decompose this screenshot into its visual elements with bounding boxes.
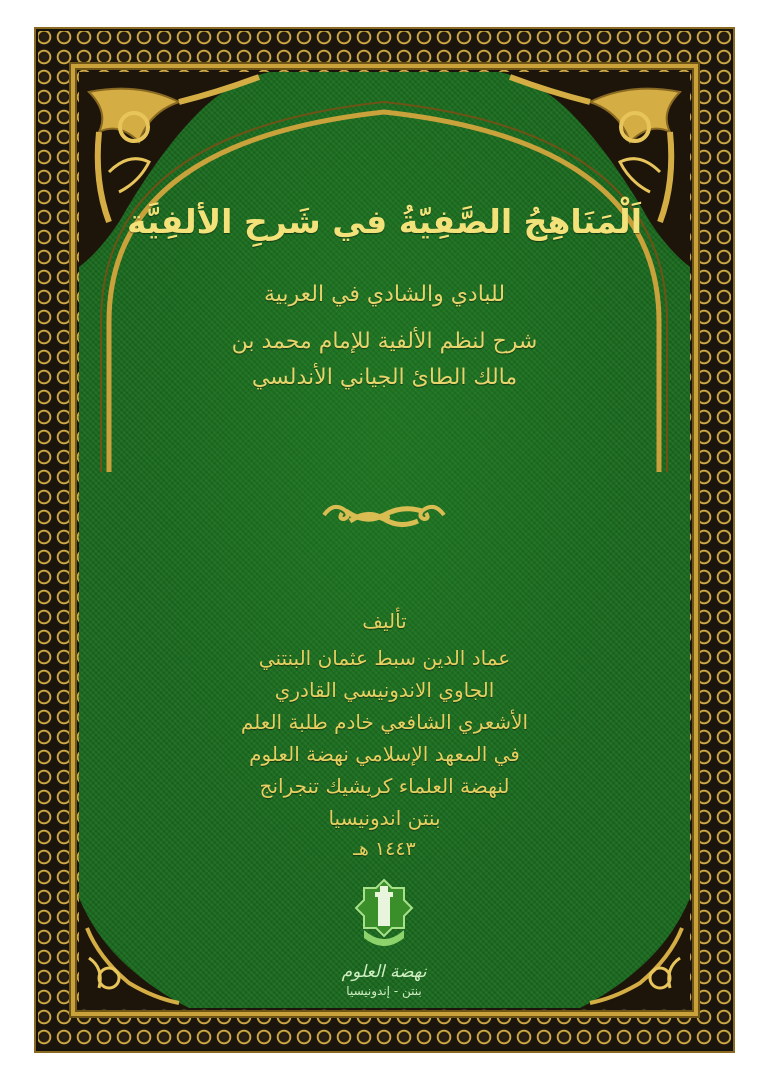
- top-left-arabesque-icon: [79, 72, 279, 272]
- subtitle-line: شرح لنظم الألفية للإمام محمد بن: [231, 329, 538, 354]
- bottom-left-arabesque-icon: [79, 898, 189, 1008]
- top-right-arabesque-icon: [490, 72, 690, 272]
- author-label: تأليف: [362, 609, 407, 633]
- subtitle-line: مالك الطائ الجياني الأندلسي: [251, 365, 518, 390]
- author-line: الجاوي الاندونيسي القادري: [274, 678, 495, 702]
- author-line: بنتن اندونيسيا: [328, 806, 441, 830]
- author-line: في المعهد الإسلامي نهضة العلوم: [249, 742, 520, 766]
- floral-divider-icon: [320, 495, 448, 535]
- institution-logo-icon: [352, 878, 416, 958]
- author-line: عماد الدين سبط عثمان البنتني: [258, 646, 511, 670]
- publication-year: ١٤٤٣ هـ: [353, 838, 416, 860]
- bottom-right-arabesque-icon: [580, 898, 690, 1008]
- institution-name: نهضة العلوم: [341, 962, 427, 982]
- author-line: لنهضة العلماء كريشيك تنجرانج: [259, 774, 510, 798]
- subtitle-line: للبادي والشادي في العربية: [263, 282, 506, 307]
- author-line: الأشعري الشافعي خادم طلبة العلم: [240, 710, 529, 734]
- institution-location: بنتن - إندونيسيا: [346, 984, 422, 998]
- book-title: اَلْمَنَاهِجُ الصَّفِيّةُ في شَرحِ الألفِيَّة: [126, 202, 643, 241]
